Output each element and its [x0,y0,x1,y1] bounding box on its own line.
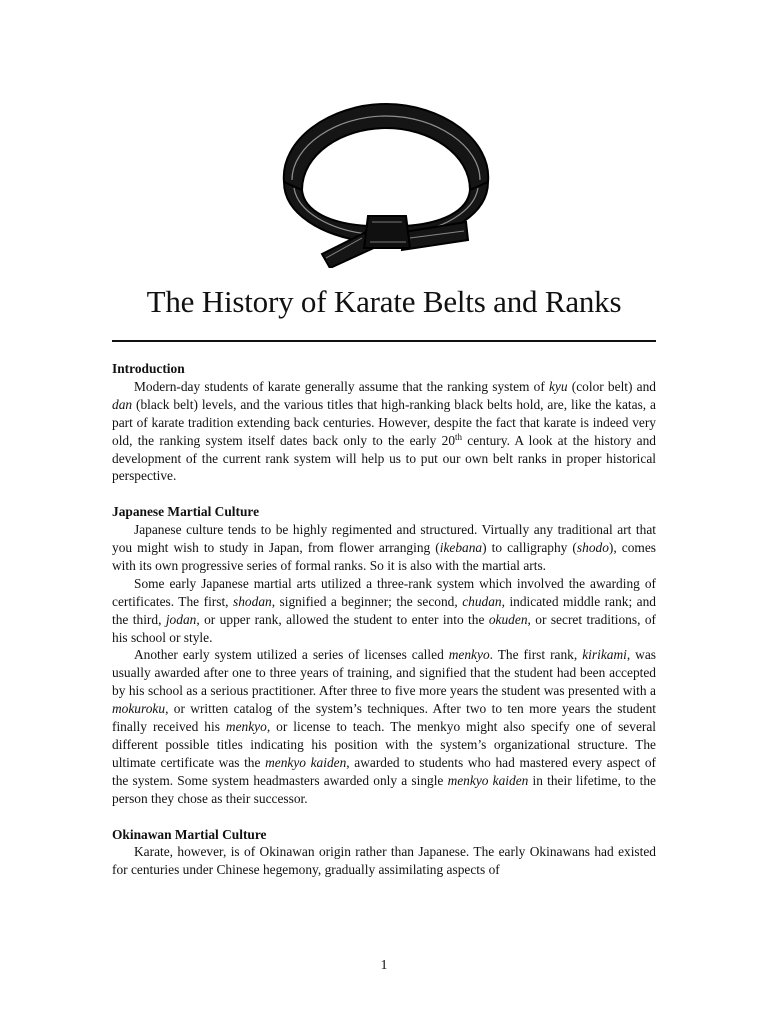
paragraph [112,378,656,485]
text-run: , signified a beginner; the second, [271,593,463,609]
term: shodan [233,593,272,609]
term: menkyo [448,647,490,663]
superscript: th [455,431,463,442]
term: mokuroku [112,701,166,717]
text-run: , or upper rank, allowed the student to enter into the [196,611,489,627]
term: menkyo kaiden [265,754,347,770]
document-body [112,360,656,897]
paragraph [112,646,656,807]
paragraph [112,521,656,575]
term: menkyo kaiden [447,772,529,788]
section-okinawan-martial-culture [112,826,656,880]
page-number: 1 [380,958,388,973]
text-run: , or written catalog of the system’s techniques. After two to ten more years the student finally received his [112,701,656,735]
black-belt-illustration-icon [270,96,502,268]
term: ikebana [439,540,483,556]
text-run: , was usually awarded after one to three years of training, and signified that the student had been accepted by his school as a serious practitioner. After three to five more years the student was presented with a [112,647,656,699]
text-run: Some early Japanese martial arts utilized a three-rank system which involved the awarding of certificates. The first, [112,575,656,609]
section-introduction [112,360,656,485]
paragraph [112,843,656,879]
term: jodan [165,611,197,627]
text-run: , or secret traditions, of his school or style. [112,611,656,645]
section-heading: Introduction [112,361,185,376]
text-run: ), comes with its own progressive series of formal ranks. So it is also with the martial arts. [112,540,656,573]
text-run: Modern-day students of karate generally assume that the ranking system of [134,378,549,394]
term: menkyo [225,719,267,735]
text-run: Another early system utilized a series of licenses called [134,647,449,663]
text-run: in their lifetime, to the person they chose as their successor. [112,772,656,806]
text-run: Karate, however, is of Okinawan origin rather than Japanese. The early Okinawans had existed for centuries under Chinese hegemony, gradually assimilating aspects of [112,844,656,878]
term: shodo [576,540,609,556]
text-run: (color belt) and [567,378,656,394]
text-run: , or license to teach. The menkyo might also specify one of several different possible titles indicating his position with the system’s organizational structure. The ultimate certificate was the [112,719,657,770]
term: okuden [488,611,528,627]
text-run: , indicated middle rank; and the third, [112,593,656,627]
document-title: The History of Karate Belts and Ranks [146,284,622,319]
term: chudan [462,593,502,609]
term: kyu [548,378,568,394]
term: dan [112,396,133,412]
text-run: Japanese culture tends to be highly regimented and structured. Virtually any traditional art that you might wish to study in Japan, from flower arranging ( [112,522,656,556]
section-heading: Okinawan Martial Culture [112,826,267,842]
text-run: (black belt) levels, and the various titles that high-ranking black belts hold, are, like the katas, a part of karate tradition extending back centuries. However, despite the fact that karate is indeed very old, the ranking system itself dates back only to the early 20 [112,396,656,448]
text-run: . The first rank, [489,647,583,663]
term: kirikami [582,647,627,663]
paragraph [112,575,656,647]
title-divider [112,340,656,342]
text-run: , awarded to students who had mastered every aspect of the system. Some system headmasters awarded only a single [112,754,656,788]
section-japanese-martial-culture [112,503,656,807]
section-heading: Japanese Martial Culture [112,504,260,520]
text-run: century. A look at the history and development of the current rank system will help us to put our own belt ranks in proper historical perspective. [112,432,656,484]
text-run: ) to calligraphy ( [482,540,577,556]
